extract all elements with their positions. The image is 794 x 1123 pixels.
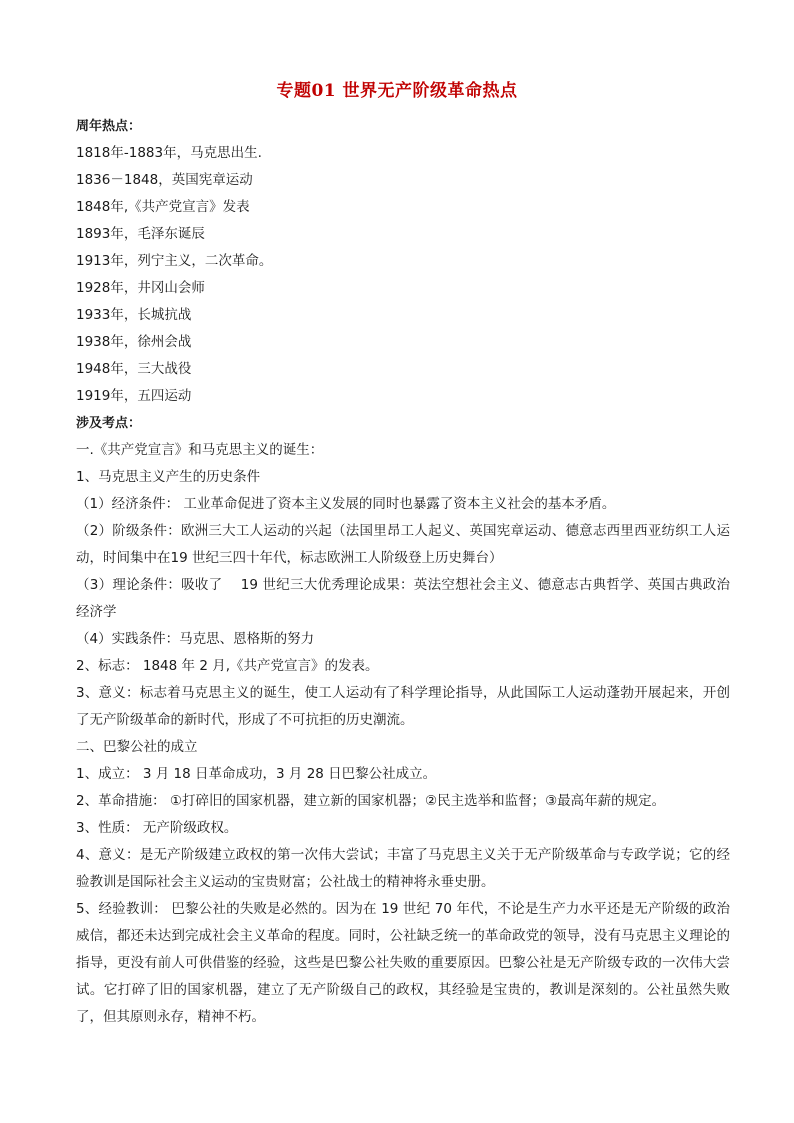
anniversary-item: 1948年，三大战役 [76, 361, 192, 377]
section-one-subheading: 1、马克思主义产生的历史条件 [76, 469, 261, 485]
anniversary-item: 1848年,《共产党宣言》发表 [76, 199, 250, 215]
anniversary-item: 1818年-1883年，马克思出生. [76, 145, 262, 161]
section-two-heading: 二、巴黎公社的成立 [76, 739, 198, 755]
commune-meaning: 4、意义：是无产阶级建立政权的第一次伟大尝试；丰富了马克思主义关于无产阶级革命与专政学说；它的经验教训是国际社会主义运动的宝贵财富；公社战士的精神将永垂史册。 [76, 847, 730, 890]
practice-condition: （4）实践条件：马克思、恩格斯的努力 [76, 631, 315, 647]
commune-founding: 1、成立： 3 月 18 日革命成功，3 月 28 日巴黎公社成立。 [76, 766, 437, 782]
anniversary-item: 1919年，五四运动 [76, 388, 192, 404]
economic-condition: （1）经济条件： 工业革命促进了资本主义发展的同时也暴露了资本主义社会的基本矛盾。 [76, 496, 616, 512]
anniversary-heading: 周年热点： [76, 119, 142, 134]
commune-measures: 2、革命措施： ①打碎旧的国家机器，建立新的国家机器；②民主选举和监督；③最高年薪的规定。 [76, 793, 666, 809]
anniversary-item: 1836－1848，英国宪章运动 [76, 172, 253, 188]
manifesto-sign: 2、标志： 1848 年 2 月,《共产党宣言》的发表。 [76, 658, 379, 674]
document-body [76, 113, 730, 1031]
anniversary-item: 1913年，列宁主义，二次革命。 [76, 253, 273, 269]
exam-points-heading: 涉及考点： [76, 416, 142, 431]
manifesto-meaning: 3、意义：标志着马克思主义的诞生，使工人运动有了科学理论指导，从此国际工人运动蓬勃开展起来，开创了无产阶级革命的新时代，形成了不可抗拒的历史潮流。 [76, 685, 730, 728]
anniversary-item: 1933年，长城抗战 [76, 307, 192, 323]
section-one-heading: 一.《共产党宣言》和马克思主义的诞生： [76, 442, 324, 458]
anniversary-item: 1938年，徐州会战 [76, 334, 192, 350]
page-title: 专题01 世界无产阶级革命热点 [276, 81, 518, 101]
anniversary-item: 1893年，毛泽东诞辰 [76, 226, 205, 242]
commune-lessons: 5、经验教训： 巴黎公社的失败是必然的。因为在 19 世纪 70 年代，不论是生产力水平还是无产阶级的政治威信，都还未达到完成社会主义革命的程度。同时，公社缺乏统一的革命政党的领导，没有马克思主义理论的指导，更没有前人可供借鉴的经验，这些是巴黎公社失败的重要原因。巴黎公社是无产阶级专政的一次伟大尝试。它打碎了旧的国家机器，建立了无产阶级自己的政权，其经验是宝贵的，教训是深刻的。公社虽然失败了，但其原则永存，精神不朽。 [76, 901, 730, 1025]
class-condition: （2）阶级条件：欧洲三大工人运动的兴起（法国里昂工人起义、英国宪章运动、德意志西里西亚纺织工人运动，时间集中在19 世纪三四十年代，标志欧洲工人阶级登上历史舞台） [76, 523, 730, 566]
anniversary-item: 1928年，井冈山会师 [76, 280, 205, 296]
commune-nature: 3、性质： 无产阶级政权。 [76, 820, 238, 836]
theory-condition: （3）理论条件：吸收了 19 世纪三大优秀理论成果：英法空想社会主义、德意志古典哲学、英国古典政治经济学 [76, 577, 730, 620]
